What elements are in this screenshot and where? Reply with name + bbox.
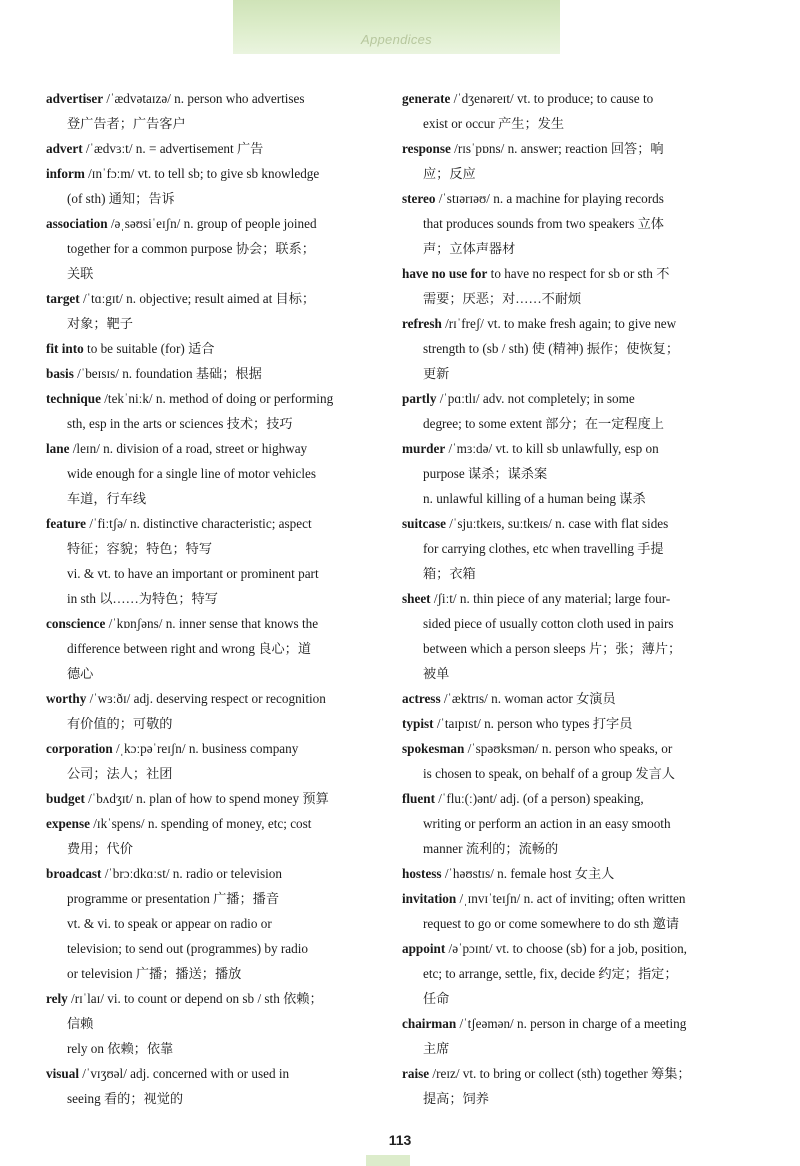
entry-continuation: etc; to arrange, settle, fix, decide 约定；指定； bbox=[423, 966, 678, 981]
glossary-entry bbox=[46, 736, 378, 786]
entry-continuation: together for a common purpose 协会；联系； bbox=[67, 241, 315, 256]
entry-headline bbox=[402, 436, 734, 461]
headword: chairman bbox=[402, 1016, 457, 1031]
section-title: Appendices bbox=[361, 32, 432, 47]
glossary-entry bbox=[46, 386, 378, 436]
definition-text: /rɪˈlaɪ/ vi. to count or depend on sb / sth 依赖； bbox=[67, 991, 323, 1006]
page-number: 113 bbox=[388, 1132, 412, 1148]
entry-continuation: exist or occur 产生；发生 bbox=[423, 116, 565, 131]
entry-continuation: 车道，行车线 bbox=[67, 491, 147, 506]
glossary-entry bbox=[402, 586, 734, 686]
entry-headline bbox=[402, 711, 734, 736]
entry-continuation: 有价值的；可敬的 bbox=[67, 716, 173, 731]
headword: technique bbox=[46, 391, 101, 406]
glossary-entry bbox=[46, 1061, 378, 1111]
glossary-entry bbox=[402, 686, 734, 711]
definition-text: /ˈsjuːtkeɪs, suːtkeɪs/ n. case with flat sides bbox=[445, 516, 669, 531]
definition-text: to be suitable (for) 适合 bbox=[83, 341, 215, 356]
glossary-entry bbox=[402, 436, 734, 511]
entry-continuation: 需要；厌恶；对……不耐烦 bbox=[423, 291, 582, 306]
glossary-entry bbox=[46, 161, 378, 211]
entry-continuation: 任命 bbox=[423, 991, 450, 1006]
entry-continuation: writing or perform an action in an easy smooth bbox=[423, 816, 671, 831]
entry-continuation: (of sth) 通知；告诉 bbox=[67, 191, 175, 206]
headword: feature bbox=[46, 516, 87, 531]
entry-continuation: programme or presentation 广播；播音 bbox=[67, 891, 280, 906]
entry-continuation: or television 广播；播送；播放 bbox=[67, 966, 242, 981]
headword: appoint bbox=[402, 941, 446, 956]
definition-text: /ˈspəʊksmən/ n. person who speaks, or bbox=[464, 741, 673, 756]
entry-headline bbox=[402, 186, 734, 211]
headword: visual bbox=[46, 1066, 79, 1081]
headword: broadcast bbox=[46, 866, 102, 881]
entry-continuation: for carrying clothes, etc when travelling 手提 bbox=[423, 541, 664, 556]
headword: advert bbox=[46, 141, 83, 156]
entry-headline bbox=[46, 211, 378, 236]
glossary-entry bbox=[46, 136, 378, 161]
entry-continuation: vt. & vi. to speak or appear on radio or bbox=[67, 916, 272, 931]
glossary-entry bbox=[402, 861, 734, 886]
entry-continuation: request to go or come somewhere to do sth 邀请 bbox=[423, 916, 680, 931]
glossary-entry bbox=[46, 611, 378, 686]
entry-headline bbox=[402, 736, 734, 761]
glossary-entry bbox=[402, 386, 734, 436]
headword: response bbox=[402, 141, 451, 156]
definition-text: /ˈstɪərɪəʊ/ n. a machine for playing records bbox=[435, 191, 664, 206]
entry-headline bbox=[46, 286, 378, 311]
headword: worthy bbox=[46, 691, 87, 706]
definition-text: /ˈæktrɪs/ n. woman actor 女演员 bbox=[440, 691, 616, 706]
entry-continuation: seeing 看的；视觉的 bbox=[67, 1091, 184, 1106]
entry-continuation: 更新 bbox=[423, 366, 450, 381]
entry-continuation: sided piece of usually cotton cloth used in pairs bbox=[423, 616, 674, 631]
entry-headline bbox=[402, 311, 734, 336]
definition-text: /ˌkɔːpəˈreɪʃn/ n. business company bbox=[112, 741, 299, 756]
entry-headline bbox=[46, 1061, 378, 1086]
headword: target bbox=[46, 291, 80, 306]
entry-headline bbox=[402, 261, 734, 286]
glossary-entry bbox=[46, 786, 378, 811]
entry-headline bbox=[46, 436, 378, 461]
definition-text: /ɪnˈfɔːm/ vt. to tell sb; to give sb knowledge bbox=[84, 166, 320, 181]
entry-headline bbox=[46, 686, 378, 711]
entry-continuation: degree; to some extent 部分；在一定程度上 bbox=[423, 416, 664, 431]
headword: have no use for bbox=[402, 266, 488, 281]
entry-headline bbox=[46, 611, 378, 636]
entry-continuation: 被单 bbox=[423, 666, 450, 681]
entry-headline bbox=[46, 336, 378, 361]
definition-text: /ˈfiːtʃə/ n. distinctive characteristic; aspect bbox=[86, 516, 312, 531]
definition-text: /ˈtaɪpɪst/ n. person who types 打字员 bbox=[433, 716, 633, 731]
definition-text: /ˈbʌdʒɪt/ n. plan of how to spend money 预算 bbox=[84, 791, 329, 806]
glossary-entry bbox=[46, 686, 378, 736]
page-number-tab bbox=[366, 1155, 410, 1166]
entry-continuation: is chosen to speak, on behalf of a group 发言人 bbox=[423, 766, 675, 781]
glossary-entry bbox=[402, 711, 734, 736]
definition-text: /ˈtɑːgɪt/ n. objective; result aimed at 目标； bbox=[79, 291, 316, 306]
headword: rely bbox=[46, 991, 68, 1006]
entry-headline bbox=[46, 511, 378, 536]
entry-headline bbox=[46, 736, 378, 761]
entry-continuation: 箱；衣箱 bbox=[423, 566, 476, 581]
glossary-entry bbox=[46, 361, 378, 386]
entry-continuation: 特征；容貌；特色；特写 bbox=[67, 541, 213, 556]
entry-continuation: 德心 bbox=[67, 666, 94, 681]
entry-headline bbox=[402, 136, 734, 161]
glossary-entry bbox=[402, 136, 734, 186]
definition-text: /əˈpɔɪnt/ vt. to choose (sb) for a job, position, bbox=[445, 941, 687, 956]
entry-headline bbox=[402, 586, 734, 611]
glossary-entry bbox=[402, 786, 734, 861]
glossary-entry bbox=[46, 511, 378, 611]
headword: stereo bbox=[402, 191, 436, 206]
glossary-entry bbox=[402, 86, 734, 136]
definition-text: /ˈhəʊstɪs/ n. female host 女主人 bbox=[441, 866, 615, 881]
entry-continuation: rely on 依赖；依靠 bbox=[67, 1041, 174, 1056]
definition-text: /leɪn/ n. division of a road, street or highway bbox=[69, 441, 308, 456]
definition-text: /rɪsˈpɒns/ n. answer; reaction 回答；响 bbox=[450, 141, 664, 156]
entry-headline bbox=[46, 786, 378, 811]
entry-headline bbox=[402, 386, 734, 411]
headword: suitcase bbox=[402, 516, 446, 531]
entry-headline bbox=[402, 886, 734, 911]
definition-text: /ˈfluː(ː)ənt/ adj. (of a person) speaking, bbox=[434, 791, 644, 806]
glossary-entry bbox=[402, 886, 734, 936]
entry-headline bbox=[402, 861, 734, 886]
headword: fluent bbox=[402, 791, 435, 806]
entry-continuation: 关联 bbox=[67, 266, 94, 281]
entry-headline bbox=[402, 686, 734, 711]
entry-continuation: 对象；靶子 bbox=[67, 316, 133, 331]
entry-continuation: between which a person sleeps 片；张；薄片； bbox=[423, 641, 682, 656]
entry-continuation: 声；立体声器材 bbox=[423, 241, 516, 256]
headword: conscience bbox=[46, 616, 106, 631]
entry-headline bbox=[46, 386, 378, 411]
entry-headline bbox=[402, 1061, 734, 1086]
glossary-entry bbox=[402, 1011, 734, 1061]
glossary-entry bbox=[46, 211, 378, 286]
definition-text: /ˈtʃeəmən/ n. person in charge of a meeting bbox=[456, 1016, 687, 1031]
entry-headline bbox=[402, 511, 734, 536]
entry-headline bbox=[402, 786, 734, 811]
entry-headline bbox=[402, 1011, 734, 1036]
glossary-entry bbox=[46, 286, 378, 336]
glossary-entry bbox=[46, 861, 378, 986]
definition-text: /ˈmɜːdə/ vt. to kill sb unlawfully, esp on bbox=[445, 441, 659, 456]
entry-continuation: strength to (sb / sth) 使 (精神) 振作；使恢复； bbox=[423, 341, 680, 356]
entry-continuation: wide enough for a single line of motor vehicles bbox=[67, 466, 317, 481]
headword: refresh bbox=[402, 316, 442, 331]
definition-text: /reɪz/ vt. to bring or collect (sth) together 筹集； bbox=[429, 1066, 691, 1081]
entry-continuation: 主席 bbox=[423, 1041, 450, 1056]
headword: invitation bbox=[402, 891, 457, 906]
entry-continuation: vi. & vt. to have an important or prominent part bbox=[67, 566, 319, 581]
definition-text: /ˈpɑːtlɪ/ adv. not completely; in some bbox=[436, 391, 635, 406]
glossary-entry bbox=[402, 186, 734, 261]
entry-continuation: 应；反应 bbox=[423, 166, 476, 181]
entry-continuation: n. unlawful killing of a human being 谋杀 bbox=[423, 491, 646, 506]
glossary-entry bbox=[402, 1061, 734, 1111]
entry-continuation: that produces sounds from two speakers 立体 bbox=[423, 216, 664, 231]
glossary-entry bbox=[46, 336, 378, 361]
glossary-entry bbox=[402, 936, 734, 1011]
entry-continuation: difference between right and wrong 良心；道 bbox=[67, 641, 312, 656]
definition-text: /əˌsəʊsiˈeɪʃn/ n. group of people joined bbox=[107, 216, 317, 231]
headword: generate bbox=[402, 91, 451, 106]
entry-headline bbox=[46, 861, 378, 886]
entry-continuation: 信赖 bbox=[67, 1016, 94, 1031]
entry-continuation: sth, esp in the arts or sciences 技术；技巧 bbox=[67, 416, 293, 431]
entry-headline bbox=[402, 936, 734, 961]
headword: corporation bbox=[46, 741, 113, 756]
glossary-entry bbox=[402, 511, 734, 586]
entry-headline bbox=[402, 86, 734, 111]
entry-headline bbox=[46, 86, 378, 111]
glossary-entry bbox=[46, 86, 378, 136]
definition-text: /ˈvɪʒʊəl/ adj. concerned with or used in bbox=[78, 1066, 290, 1081]
glossary-entry bbox=[46, 986, 378, 1061]
definition-text: /rɪˈfreʃ/ vt. to make fresh again; to give new bbox=[441, 316, 677, 331]
headword: expense bbox=[46, 816, 90, 831]
headword: basis bbox=[46, 366, 74, 381]
headword: murder bbox=[402, 441, 446, 456]
headword: lane bbox=[46, 441, 70, 456]
entry-headline bbox=[46, 986, 378, 1011]
glossary-entry bbox=[402, 736, 734, 786]
header-banner bbox=[233, 0, 560, 54]
entry-headline bbox=[46, 161, 378, 186]
glossary-entry bbox=[46, 811, 378, 861]
headword: fit into bbox=[46, 341, 84, 356]
definition-text: /ʃiːt/ n. thin piece of any material; large four- bbox=[430, 591, 671, 606]
entry-headline bbox=[46, 361, 378, 386]
headword: spokesman bbox=[402, 741, 465, 756]
definition-text: /ˈkɒnʃəns/ n. inner sense that knows the bbox=[105, 616, 319, 631]
glossary-entry bbox=[402, 311, 734, 386]
glossary-entry bbox=[402, 261, 734, 311]
headword: advertiser bbox=[46, 91, 104, 106]
headword: raise bbox=[402, 1066, 430, 1081]
definition-text: to have no respect for sb or sth 不 bbox=[487, 266, 670, 281]
entry-continuation: in sth 以……为特色；特写 bbox=[67, 591, 218, 606]
definition-text: /ˈbeɪsɪs/ n. foundation 基础；根据 bbox=[73, 366, 262, 381]
headword: budget bbox=[46, 791, 85, 806]
entry-continuation: manner 流利的；流畅的 bbox=[423, 841, 559, 856]
entry-continuation: 费用；代价 bbox=[67, 841, 133, 856]
headword: hostess bbox=[402, 866, 442, 881]
headword: inform bbox=[46, 166, 85, 181]
headword: typist bbox=[402, 716, 434, 731]
definition-text: /ˈwɜːðɪ/ adj. deserving respect or recognition bbox=[86, 691, 326, 706]
entry-headline bbox=[46, 811, 378, 836]
left-column bbox=[46, 86, 378, 1111]
entry-continuation: 提高；饲养 bbox=[423, 1091, 489, 1106]
headword: sheet bbox=[402, 591, 431, 606]
definition-text: /ˈædvətaɪzə/ n. person who advertises bbox=[103, 91, 305, 106]
entry-continuation: 登广告者；广告客户 bbox=[67, 116, 186, 131]
headword: actress bbox=[402, 691, 441, 706]
entry-continuation: purpose 谋杀；谋杀案 bbox=[423, 466, 548, 481]
definition-text: /ˌɪnvɪˈteɪʃn/ n. act of inviting; often written bbox=[456, 891, 686, 906]
headword: partly bbox=[402, 391, 437, 406]
definition-text: /ˈdʒenəreɪt/ vt. to produce; to cause to bbox=[450, 91, 654, 106]
right-column bbox=[402, 86, 734, 1111]
headword: association bbox=[46, 216, 108, 231]
definition-text: /ɪkˈspens/ n. spending of money, etc; cost bbox=[89, 816, 312, 831]
entry-continuation: 公司；法人；社团 bbox=[67, 766, 173, 781]
glossary-entry bbox=[46, 436, 378, 511]
entry-continuation: television; to send out (programmes) by radio bbox=[67, 941, 308, 956]
definition-text: /ˈædvɜːt/ n. = advertisement 广告 bbox=[82, 141, 264, 156]
definition-text: /tekˈniːk/ n. method of doing or performing bbox=[100, 391, 334, 406]
entry-headline bbox=[46, 136, 378, 161]
definition-text: /ˈbrɔːdkɑːst/ n. radio or television bbox=[101, 866, 282, 881]
